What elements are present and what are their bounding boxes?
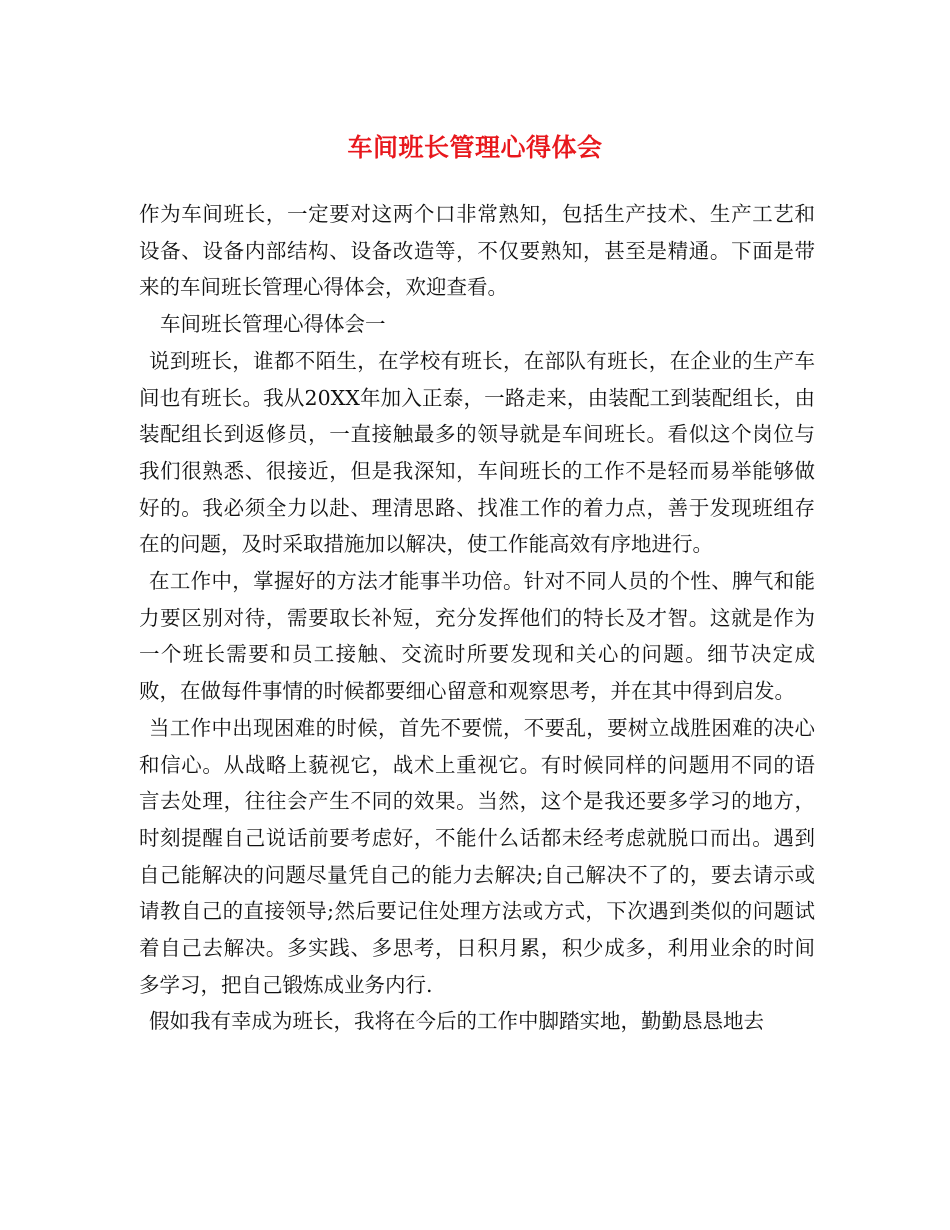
body-paragraph: 说到班长，谁都不陌生，在学校有班长，在部队有班长，在企业的生产车间也有班长。我从20XX年加入正泰，一路走来，由装配工到装配组长，由装配组长到返修员，一直接触最多的领导就是车间班长。看似这个岗位与我们很熟悉、很接近，但是我深知，车间班长的工作不是轻而易举能够做好的。我必须全力以赴、理清思路、找准工作的着力点，善于发现班组存在的问题，及时采取措施加以解决，使工作能高效有序地进行。 <box>139 348 815 557</box>
body-paragraph: 当工作中出现困难的时候，首先不要慌，不要乱，要树立战胜困难的决心和信心。从战略上藐视它，战术上重视它。有时候同样的问题用不同的语言去处理，往往会产生不同的效果。当然，这个是我还要多学习的地方，时刻提醒自己说话前要考虑好，不能什么话都未经考虑就脱口而出。遇到自己能解决的问题尽量凭自己的能力去解决;自己解决不了的，要去请示或请教自己的直接领导;然后要记住处理方法或方式，下次遇到类似的问题试着自己去解决。多实践、多思考，日积月累，积少成多，利用业余的时间多学习，把自己锻炼成业务内行. <box>139 715 815 997</box>
section-heading: 车间班长管理心得体会一 <box>160 312 386 337</box>
document-title: 车间班长管理心得体会 <box>347 133 603 162</box>
body-paragraph: 在工作中，掌握好的方法才能事半功倍。针对不同人员的个性、脾气和能力要区别对待，需要取长补短，充分发挥他们的特长及才智。这就是作为一个班长需要和员工接触、交流时所要发现和关心的问题。细节决定成败，在做每件事情的时候都要细心留意和观察思考，并在其中得到启发。 <box>139 569 815 704</box>
document-body <box>139 196 815 1040</box>
body-paragraph: 假如我有幸成为班长，我将在今后的工作中脚踏实地，勤勤恳恳地去 <box>149 1009 764 1034</box>
intro-paragraph: 作为车间班长，一定要对这两个口非常熟知，包括生产技术、生产工艺和设备、设备内部结构、设备改造等，不仅要熟知，甚至是精通。下面是带来的车间班长管理心得体会，欢迎查看。 <box>139 202 815 300</box>
